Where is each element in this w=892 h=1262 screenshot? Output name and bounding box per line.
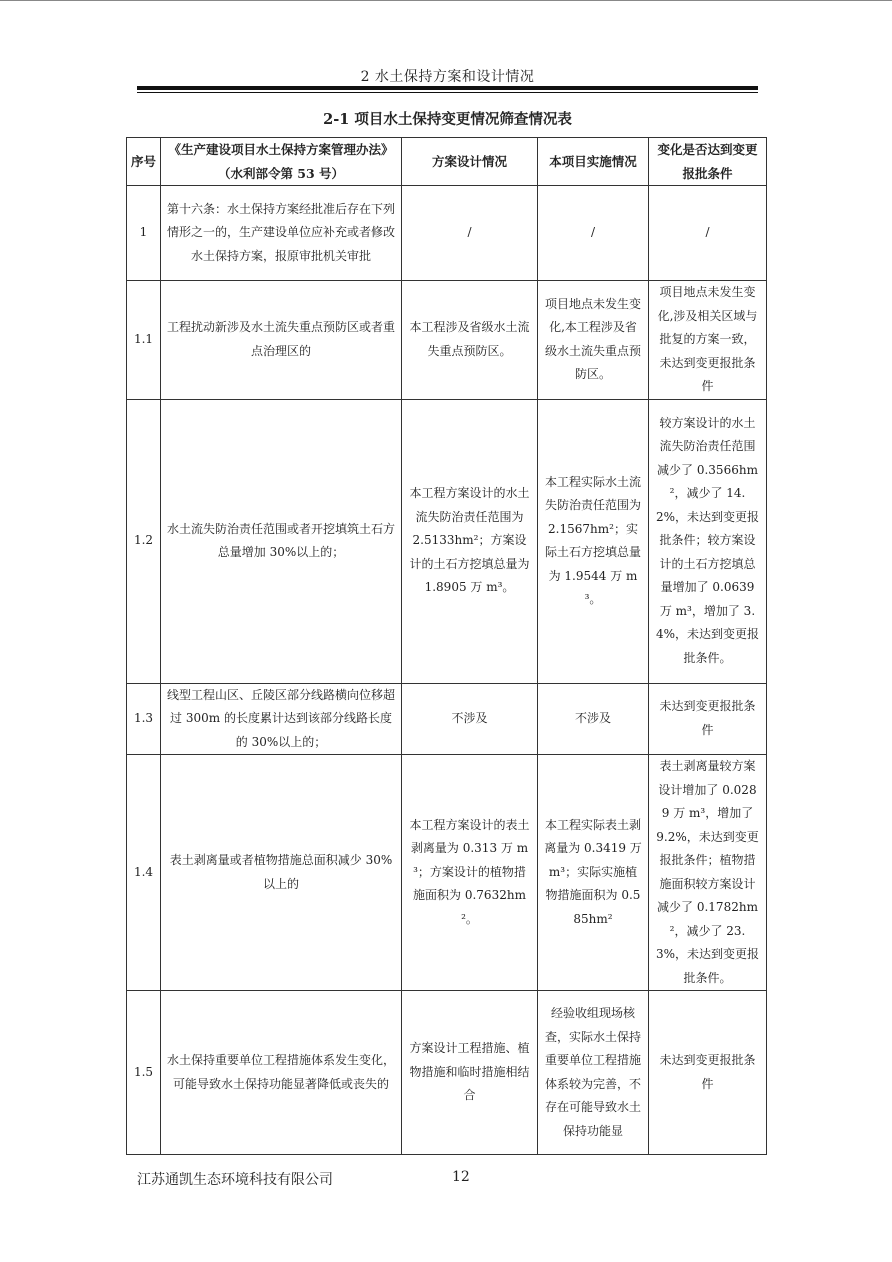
page-number: 12 [452,1169,470,1185]
cell-design: / [402,186,538,281]
cell-clause: 表土剥离量或者植物措施总面积减少 30%以上的 [161,755,402,991]
cell-clause: 水土保持重要单位工程措施体系发生变化，可能导致水土保持功能显著降低或丧失的 [161,991,402,1155]
cell-clause: 线型工程山区、丘陵区部分线路横向位移超过 300m 的长度累计达到该部分线路长度的 30%以上的； [161,683,402,755]
cell-actual: 经验收组现场核查，实际水土保持重要单位工程措施体系较为完善，不存在可能导致水土保持功能显 [538,991,649,1155]
cell-actual: 本工程实际表土剥离量为 0.3419 万 m³；实际实施植物措施面积为 0.585hm² [538,755,649,991]
table-row [127,399,767,683]
cell-result: 未达到变更报批条件 [649,683,767,755]
table-row [127,186,767,281]
cell-design: 不涉及 [402,683,538,755]
cell-no: 1.5 [127,991,161,1155]
table-row [127,281,767,400]
cell-no: 1.2 [127,399,161,683]
cell-actual: / [538,186,649,281]
running-header: 2 水土保持方案和设计情况 [360,69,535,85]
table-row [127,755,767,991]
cell-design: 本工程方案设计的水土流失防治责任范围为 2.5133hm²；方案设计的土石方挖填总量为 1.8905 万 m³。 [402,399,538,683]
col-header-result: 变化是否达到变更报批条件 [649,138,767,186]
cell-no: 1.1 [127,281,161,400]
cell-result: / [649,186,767,281]
cell-design: 本工程方案设计的表土剥离量为 0.313 万 m³；方案设计的植物措施面积为 0.7632hm²。 [402,755,538,991]
screening-table [126,137,767,1155]
cell-result: 表土剥离量较方案设计增加了 0.0289 万 m³，增加了 9.2%，未达到变更报批条件；植物措施面积较方案设计减少了 0.1782hm²，减少了 23.3%，未达到变更报批条件。 [649,755,767,991]
table-header-row [127,138,767,186]
col-header-no: 序号 [127,138,161,186]
col-header-design: 方案设计情况 [402,138,538,186]
cell-design: 方案设计工程措施、植物措施和临时措施相结合 [402,991,538,1155]
cell-result: 未达到变更报批条件 [649,991,767,1155]
cell-clause: 工程扰动新涉及水土流失重点预防区或者重点治理区的 [161,281,402,400]
cell-result: 较方案设计的水土流失防治责任范围减少了 0.3566hm²，减少了 14.2%，未达到变更报批条件；较方案设计的土石方挖填总量增加了 0.0639 万 m³，增加了 3.4%，未达到变更报批条件。 [649,399,767,683]
cell-no: 1.4 [127,755,161,991]
cell-no: 1 [127,186,161,281]
col-header-actual: 本项目实施情况 [538,138,649,186]
cell-clause: 水土流失防治责任范围或者开挖填筑土石方总量增加 30%以上的； [161,399,402,683]
cell-no: 1.3 [127,683,161,755]
cell-actual: 项目地点未发生变化,本工程涉及省级水土流失重点预防区。 [538,281,649,400]
header-rule-thin [137,92,758,93]
cell-result: 项目地点未发生变化,涉及相关区域与批复的方案一致，未达到变更报批条件 [649,281,767,400]
cell-design: 本工程涉及省级水土流失重点预防区。 [402,281,538,400]
cell-actual: 本工程实际水土流失防治责任范围为 2.1567hm²；实际土石方挖填总量为 1.9544 万 m³。 [538,399,649,683]
cell-clause: 第十六条：水土保持方案经批准后存在下列情形之一的，生产建设单位应补充或者修改水土保持方案，报原审批机关审批 [161,186,402,281]
header-rule-thick [137,86,758,90]
page-top-edge [0,0,892,1]
footer-company: 江苏通凯生态环境科技有限公司 [137,1172,333,1188]
cell-actual: 不涉及 [538,683,649,755]
table-row [127,991,767,1155]
col-header-clause: 《生产建设项目水土保持方案管理办法》（水利部令第 53 号） [161,138,402,186]
table-title: 2-1 项目水土保持变更情况筛查情况表 [323,111,572,128]
table-row [127,683,767,755]
